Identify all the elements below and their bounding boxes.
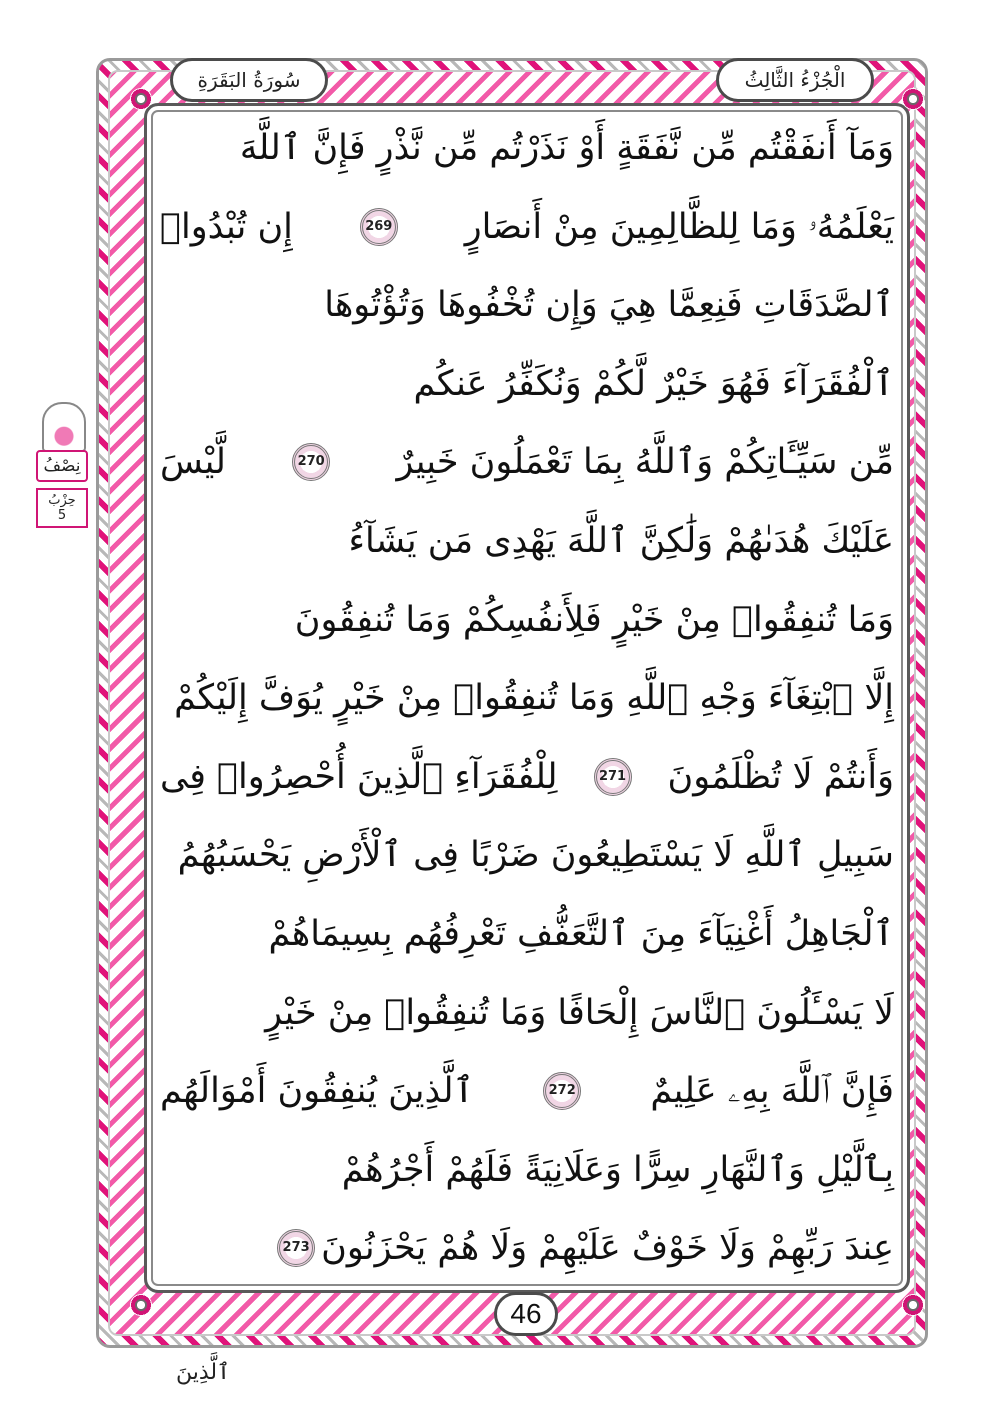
verse-text: بِٱلَّيْلِ وَٱلنَّهَارِ سِرًّا وَعَلَانِيَةً فَلَهُمْ أَجْرُهُمْ: [341, 1149, 894, 1190]
page-number: 46: [494, 1292, 558, 1336]
corner-ornament-icon: [130, 1294, 152, 1316]
verse-line: [160, 1140, 894, 1200]
hizb-number: 5: [57, 508, 67, 523]
verse-line: [160, 590, 894, 650]
verse-text: ٱلَّذِينَ يُنفِقُونَ أَمْوَالَهُم: [160, 1071, 475, 1112]
verse-text: لِلْفُقَرَآءِ ٱلَّذِينَ أُحْصِرُوا۟ فِى: [160, 756, 558, 797]
verse-text: وَمَا تُنفِقُوا۟ مِنْ خَيْرٍ فَلِأَنفُسِكُمْ وَمَا تُنفِقُونَ: [294, 599, 894, 640]
surah-title: سُورَةُ البَقَرَةِ: [170, 58, 328, 102]
verse-line: [160, 354, 894, 414]
verse-text: فَإِنَّ ٱللَّهَ بِهِۦ عَلِيمٌ: [650, 1071, 894, 1112]
ayah-number-marker: 270: [292, 443, 330, 481]
catchword: ٱلَّذِينَ: [175, 1360, 230, 1385]
hizb-ornament-icon: [42, 402, 86, 452]
ayah-number-marker: 272: [543, 1072, 581, 1110]
corner-ornament-icon: [902, 1294, 924, 1316]
verse-line: [160, 275, 894, 335]
verse-text: مِّن سَيِّـَٔاتِكُمْ وَٱللَّهُ بِمَا تَعْمَلُونَ خَبِيرٌ: [396, 442, 894, 483]
verse-text: عَلَيْكَ هُدَىٰهُمْ وَلَٰكِنَّ ٱللَّهَ يَهْدِى مَن يَشَآءُ: [348, 521, 894, 561]
verse-text: عِندَ رَبِّهِمْ وَلَا خَوْفٌ عَلَيْهِمْ وَلَا هُمْ يَحْزَنُونَ: [321, 1228, 894, 1269]
ayah-number-marker: 271: [594, 758, 632, 796]
verse-line: [160, 668, 894, 728]
verse-text: وَأَنتُمْ لَا تُظْلَمُونَ: [667, 756, 894, 797]
verse-text: وَمَآ أَنفَقْتُم مِّن نَّفَقَةٍ أَوْ نَذَرْتُم مِّن نَّذْرٍ فَإِنَّ ٱللَّهَ: [239, 128, 894, 168]
verse-line: [160, 432, 894, 492]
verse-text: ٱلصَّدَقَاتِ فَنِعِمَّا هِيَ وَإِن تُخْفُوهَا وَتُؤْتُوهَا: [324, 285, 894, 326]
verse-text: ٱلْفُقَرَآءَ فَهُوَ خَيْرٌ لَّكُمْ وَنُكَفِّرُ عَنكُم: [413, 363, 894, 404]
hizb-marker: [32, 398, 92, 532]
verse-line: [160, 904, 894, 964]
verse-text: إِن تُبْدُوا۟: [160, 206, 293, 247]
corner-ornament-icon: [902, 88, 924, 110]
verse-text: ٱلْجَاهِلُ أَغْنِيَآءَ مِنَ ٱلتَّعَفُّفِ تَعْرِفُهُم بِسِيمَاهُمْ: [268, 914, 894, 954]
verse-line: [160, 1218, 894, 1278]
verse-text: لَا يَسْـَٔلُونَ ٱلنَّاسَ إِلْحَافًا وَمَا تُنفِقُوا۟ مِنْ خَيْرٍ: [265, 992, 894, 1033]
verse-line: [160, 983, 894, 1043]
verse-text: إِلَّا ٱبْتِغَآءَ وَجْهِ ٱللَّهِ وَمَا تُنفِقُوا۟ مِنْ خَيْرٍ يُوَفَّ إِلَيْكُمْ: [174, 678, 894, 719]
ayah-number-marker: 273: [277, 1229, 315, 1267]
hizb-label: حِزْبُ: [48, 493, 76, 508]
verse-text: سَبِيلِ ٱللَّهِ لَا يَسْتَطِيعُونَ ضَرْبًا فِى ٱلْأَرْضِ يَحْسَبُهُمُ: [177, 835, 894, 876]
corner-ornament-icon: [130, 88, 152, 110]
verse-line: [160, 1061, 894, 1121]
ayah-number-marker: 269: [360, 208, 398, 246]
verse-line: [160, 825, 894, 885]
verse-text: يَعْلَمُهُۥ وَمَا لِلظَّالِمِينَ مِنْ أَنصَارٍ: [464, 206, 894, 247]
juz-title: الْجُزْءُ الثَّالِثُ: [716, 58, 874, 102]
hizb-half-label: نِصْفُ: [36, 450, 88, 482]
verse-line: [160, 511, 894, 571]
hizb-box: [36, 488, 88, 528]
verse-line: [160, 747, 894, 807]
verse-line: [160, 118, 894, 178]
verse-line: [160, 197, 894, 257]
verse-lines: [160, 108, 894, 1288]
verse-text: لَّيْسَ: [160, 442, 226, 483]
